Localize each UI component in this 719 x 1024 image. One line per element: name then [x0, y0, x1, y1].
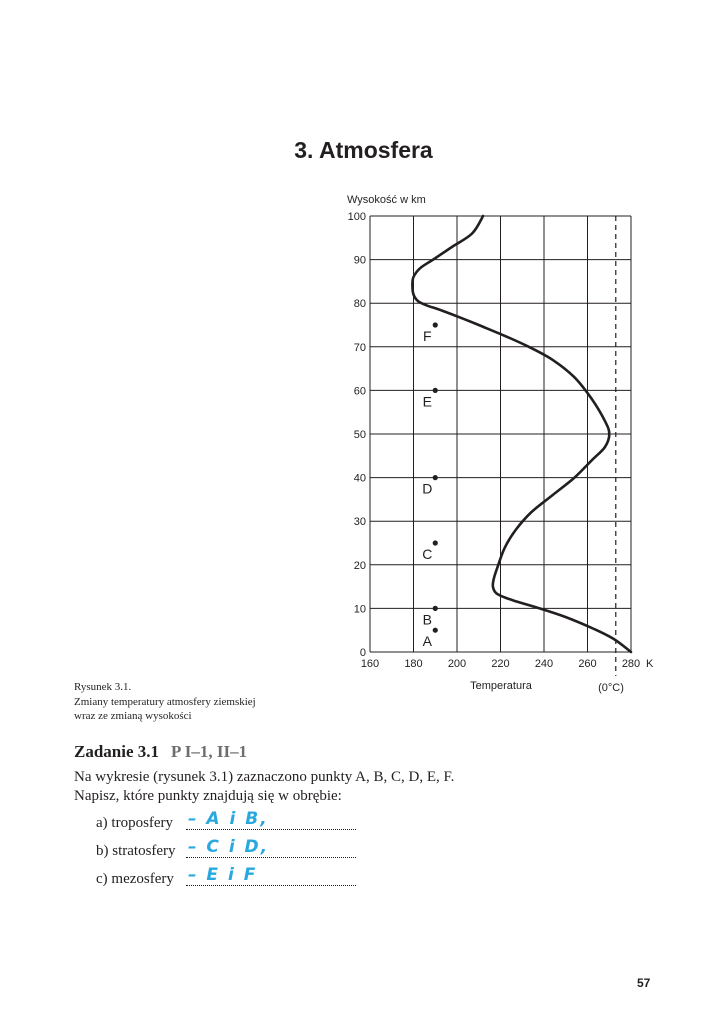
task-line: Na wykresie (rysunek 3.1) zaznaczono punkty A, B, C, D, E, F.	[74, 769, 455, 785]
point-f	[433, 322, 438, 327]
y-tick-label: 60	[353, 385, 366, 398]
y-tick-label: 70	[353, 341, 366, 354]
task-heading	[74, 742, 247, 762]
x-tick-label: 200	[447, 658, 467, 670]
x-tick-label: 240	[534, 658, 554, 670]
point-label-b: B	[422, 611, 432, 628]
answer-label: b) stratosfery	[96, 843, 176, 859]
point-a	[433, 628, 438, 633]
chart-ylabel: Wysokość w km	[347, 194, 426, 206]
x-tick-label: 220	[491, 658, 510, 670]
y-tick-label: 10	[353, 603, 366, 616]
point-c	[433, 540, 438, 545]
y-tick-label: 40	[353, 472, 366, 485]
handwritten-answer: – C i D,	[188, 837, 270, 857]
page-title: 3. Atmosfera	[294, 137, 433, 163]
point-e	[433, 388, 438, 393]
y-tick-label: 30	[353, 516, 366, 529]
caption-line: Zmiany temperatury atmosfery ziemskiej	[74, 695, 256, 708]
chart-zero-celsius-label: (0°C)	[598, 682, 624, 694]
point-label-d: D	[422, 480, 433, 497]
y-tick-label: 80	[353, 298, 366, 311]
answer-list	[96, 809, 270, 899]
y-tick-label: 0	[359, 647, 366, 659]
answer-label: c) mezosfery	[96, 871, 174, 887]
chart-xlabel: Temperatura	[470, 680, 532, 692]
chart-points	[422, 322, 438, 649]
answer-row-troposphere	[96, 809, 269, 843]
answer-row-stratosphere	[96, 837, 270, 871]
chart-tick-labels	[348, 211, 641, 670]
task-instructions	[74, 768, 454, 806]
task-code: P I–1, II–1	[171, 742, 248, 761]
y-tick-label: 50	[353, 429, 366, 441]
handwritten-answer: – A i B,	[188, 809, 269, 829]
figure-caption	[74, 680, 256, 724]
point-d	[433, 475, 438, 480]
point-label-c: C	[422, 546, 433, 562]
x-tick-label: 260	[578, 658, 597, 670]
point-b	[433, 606, 438, 611]
x-tick-label: 160	[360, 658, 380, 670]
chart-grid	[370, 216, 631, 676]
task-line: Napisz, które punkty znajdują się w obrębie:	[74, 788, 342, 804]
y-tick-label: 90	[353, 254, 366, 267]
chart-x-unit: K	[646, 658, 654, 670]
x-tick-label: 180	[404, 658, 423, 670]
y-tick-label: 20	[353, 559, 366, 572]
y-tick-label: 100	[347, 211, 366, 223]
caption-line: Rysunek 3.1.	[74, 681, 132, 693]
answer-row-mesosphere	[96, 865, 258, 899]
point-label-a: A	[422, 633, 432, 650]
answer-label: a) troposfery	[96, 815, 174, 831]
handwritten-answer: – E i F	[188, 865, 258, 885]
task-number: Zadanie 3.1	[74, 742, 160, 761]
x-tick-label: 280	[621, 658, 641, 670]
page-number: 57	[637, 976, 651, 990]
point-label-f: F	[422, 328, 432, 344]
caption-line: wraz ze zmianą wysokości	[74, 710, 192, 722]
point-label-e: E	[422, 393, 432, 410]
